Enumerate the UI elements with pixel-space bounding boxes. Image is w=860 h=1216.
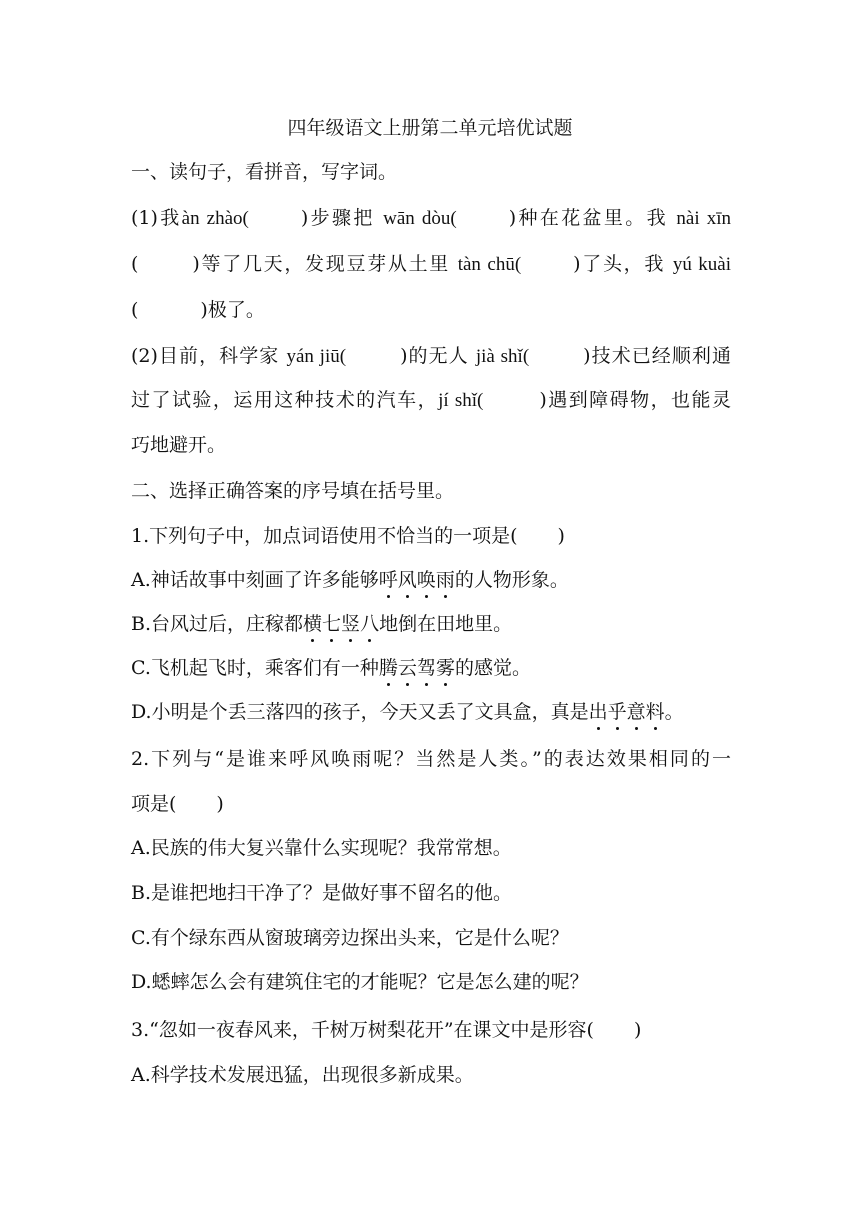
text: )极了。 [200,299,265,321]
dotted-char: 料 [646,698,665,726]
s2-q2-option-a[interactable]: A.民族的伟大复兴靠什么实现呢？我常常想。 [131,837,512,859]
s2-q1-option-d[interactable] [131,698,731,726]
pinyin: nài xīn [676,208,732,229]
pinyin: wān dòu( [383,208,457,229]
s2-q2-stem-line1: 2.下列与“是谁来呼风唤雨呢？当然是人类。”的表达效果相同的一 [131,748,731,770]
text: 1.下列句子中，加点词语使用不恰当的一项是( [131,525,518,547]
text: )了头，我 [573,253,673,275]
page-title: 四年级语文上册第二单元培优试题 [287,117,573,139]
text: 3.“忽如一夜春风来，千树万树梨花开”在课文中是形容( [131,1019,594,1041]
dotted-char: 横 [303,610,322,638]
text: (1)我 [131,207,182,229]
text: )步骤把 [300,207,384,229]
pinyin: jí shǐ( [438,390,484,411]
dotted-char: 七 [322,610,341,638]
s2-q1-option-c[interactable] [131,654,731,682]
pinyin: yán jiū( [286,346,347,367]
dotted-char: 风 [398,566,417,594]
text: )的无人 [400,345,476,367]
dotted-char: 雾 [436,654,455,682]
text: 项是( [131,793,177,815]
dotted-char: 竖 [341,610,360,638]
text: 地倒在田地里。 [379,613,513,635]
dotted-char: 驾 [417,654,436,682]
pinyin: yú kuài [672,254,731,275]
s1-q1-line3 [131,296,731,324]
s2-q1-option-b[interactable] [131,610,731,638]
pinyin: tàn chū( [457,254,522,275]
dotted-char: 呼 [379,566,398,594]
text: (2)目前，科学家 [131,345,287,367]
text: 过了试验，运用这种技术的汽车， [131,389,439,411]
dotted-char: 意 [627,698,646,726]
s2-q2-stem-line2 [131,790,731,818]
pinyin: jià shǐ( [475,346,530,367]
s2-q2-option-d[interactable]: D.蟋蟀怎么会有建筑住宅的才能呢？它是怎么建的呢？ [131,971,589,993]
s1-q2-line3: 巧地避开。 [131,434,227,456]
text: ) [557,525,565,547]
s2-q1-stem [131,522,731,550]
text: ) [633,1019,642,1041]
s1-q2-line1 [131,342,731,371]
s1-q1-line2 [131,250,731,279]
dotted-char: 八 [360,610,379,638]
text: ( [131,299,139,321]
dotted-char: 云 [398,654,417,682]
text: )等了几天，发现豆芽从土里 [192,253,458,275]
section2-heading: 二、选择正确答案的序号填在括号里。 [131,480,455,502]
s2-q1-option-a[interactable] [131,566,731,594]
s1-q2-line2 [131,386,731,415]
text: 的感觉。 [454,657,531,679]
s2-q2-option-c[interactable]: C.有个绿东西从窗玻璃旁边探出头来，它是什么呢？ [131,927,569,949]
text: C.飞机起飞时，乘客们有一种 [131,657,379,679]
s2-q2-option-b[interactable]: B.是谁把地扫干净了？是做好事不留名的他。 [131,882,513,904]
dotted-char: 雨 [436,566,455,594]
text: A.神话故事中刻画了许多能够 [131,569,379,591]
pinyin: àn zhào( [181,208,249,229]
text: 。 [664,701,684,723]
s2-q3-option-a[interactable]: A.科学技术发展迅猛，出现很多新成果。 [131,1064,474,1086]
text: )种在花盆里。我 [508,207,677,229]
s1-q1-line1 [131,204,731,233]
s2-q3-stem [131,1016,731,1044]
section1-heading: 一、读句子，看拼音，写字词。 [131,161,398,183]
text: B.台风过后，庄稼都 [131,613,304,635]
text: ( [131,253,139,275]
dotted-char: 乎 [608,698,627,726]
text: )遇到障碍物，也能灵 [539,389,731,411]
dotted-char: 出 [589,698,608,726]
text: ) [216,793,224,815]
dotted-char: 唤 [417,566,436,594]
text: D.小明是个丢三落四的孩子，今天又丢了文具盒，真是 [131,701,589,723]
text: 的人物形象。 [454,569,569,591]
text: )技术已经顺利通 [583,345,731,367]
dotted-char: 腾 [379,654,398,682]
